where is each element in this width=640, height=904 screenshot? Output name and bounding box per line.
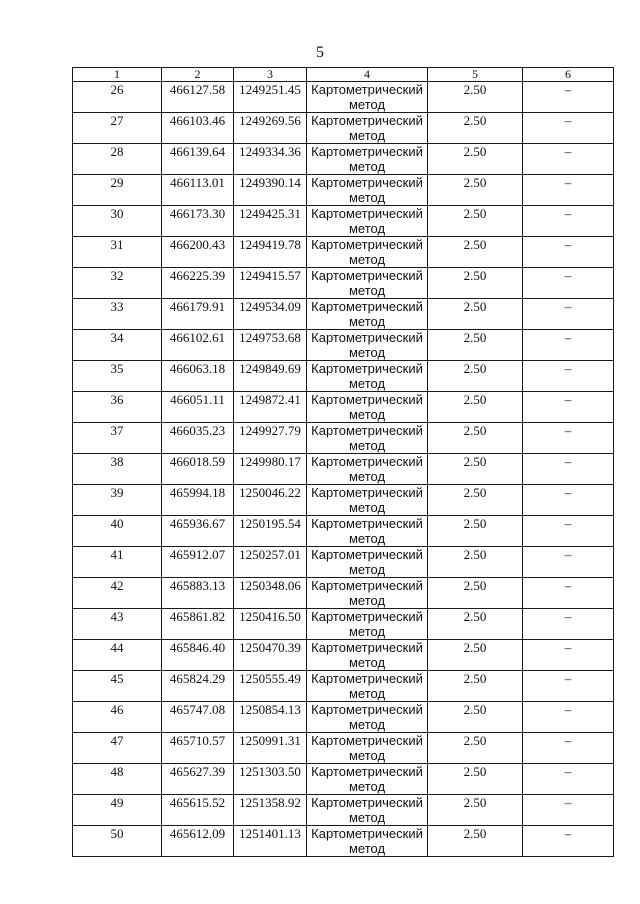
accuracy-cell: 2.50 [428,237,523,268]
dash-cell: – [523,578,614,609]
x-coordinate-cell: 465912.07 [162,547,234,578]
table-row [73,113,614,144]
y-coordinate-cell: 1249419.78 [234,237,307,268]
dash-cell: – [523,764,614,795]
column-header-6: 6 [523,68,614,82]
y-coordinate-cell: 1249849.69 [234,361,307,392]
point-number-cell: 43 [73,609,162,640]
point-number-cell: 31 [73,237,162,268]
x-coordinate-cell: 466018.59 [162,454,234,485]
point-number-cell: 28 [73,144,162,175]
accuracy-cell: 2.50 [428,609,523,640]
y-coordinate-cell: 1251303.50 [234,764,307,795]
point-number-cell: 48 [73,764,162,795]
x-coordinate-cell: 465627.39 [162,764,234,795]
x-coordinate-cell: 466139.64 [162,144,234,175]
table-row [73,578,614,609]
dash-cell: – [523,795,614,826]
table-row [73,671,614,702]
table-row [73,826,614,857]
dash-cell: – [523,113,614,144]
dash-cell: – [523,485,614,516]
y-coordinate-cell: 1250348.06 [234,578,307,609]
x-coordinate-cell: 466103.46 [162,113,234,144]
x-coordinate-cell: 466225.39 [162,268,234,299]
y-coordinate-cell: 1249980.17 [234,454,307,485]
method-cell: Картометрический метод [307,485,428,516]
column-header-3: 3 [234,68,307,82]
dash-cell: – [523,609,614,640]
table-row [73,609,614,640]
accuracy-cell: 2.50 [428,113,523,144]
y-coordinate-cell: 1250195.54 [234,516,307,547]
accuracy-cell: 2.50 [428,485,523,516]
y-coordinate-cell: 1249753.68 [234,330,307,361]
dash-cell: – [523,454,614,485]
point-number-cell: 42 [73,578,162,609]
coordinates-table [72,67,614,857]
accuracy-cell: 2.50 [428,206,523,237]
method-cell: Картометрический метод [307,640,428,671]
method-cell: Картометрический метод [307,361,428,392]
method-cell: Картометрический метод [307,144,428,175]
accuracy-cell: 2.50 [428,795,523,826]
dash-cell: – [523,268,614,299]
x-coordinate-cell: 466051.11 [162,392,234,423]
table-row [73,330,614,361]
x-coordinate-cell: 465824.29 [162,671,234,702]
x-coordinate-cell: 466035.23 [162,423,234,454]
point-number-cell: 34 [73,330,162,361]
table-row [73,547,614,578]
accuracy-cell: 2.50 [428,764,523,795]
y-coordinate-cell: 1249927.79 [234,423,307,454]
y-coordinate-cell: 1249334.36 [234,144,307,175]
table-row [73,237,614,268]
table-row [73,175,614,206]
accuracy-cell: 2.50 [428,299,523,330]
x-coordinate-cell: 466200.43 [162,237,234,268]
column-header-1: 1 [73,68,162,82]
dash-cell: – [523,175,614,206]
table-row [73,454,614,485]
method-cell: Картометрический метод [307,826,428,857]
accuracy-cell: 2.50 [428,547,523,578]
method-cell: Картометрический метод [307,392,428,423]
y-coordinate-cell: 1250470.39 [234,640,307,671]
method-cell: Картометрический метод [307,113,428,144]
y-coordinate-cell: 1249415.57 [234,268,307,299]
table-row [73,392,614,423]
table-row [73,702,614,733]
accuracy-cell: 2.50 [428,516,523,547]
method-cell: Картометрический метод [307,795,428,826]
method-cell: Картометрический метод [307,671,428,702]
table-row [73,268,614,299]
table-row [73,144,614,175]
point-number-cell: 27 [73,113,162,144]
dash-cell: – [523,330,614,361]
x-coordinate-cell: 465612.09 [162,826,234,857]
point-number-cell: 39 [73,485,162,516]
method-cell: Картометрический метод [307,547,428,578]
table-row [73,206,614,237]
accuracy-cell: 2.50 [428,144,523,175]
point-number-cell: 46 [73,702,162,733]
accuracy-cell: 2.50 [428,578,523,609]
accuracy-cell: 2.50 [428,330,523,361]
accuracy-cell: 2.50 [428,733,523,764]
x-coordinate-cell: 465846.40 [162,640,234,671]
y-coordinate-cell: 1249534.09 [234,299,307,330]
accuracy-cell: 2.50 [428,454,523,485]
dash-cell: – [523,82,614,113]
y-coordinate-cell: 1250416.50 [234,609,307,640]
x-coordinate-cell: 465861.82 [162,609,234,640]
table-header-row [73,68,614,82]
x-coordinate-cell: 465936.67 [162,516,234,547]
dash-cell: – [523,702,614,733]
dash-cell: – [523,516,614,547]
point-number-cell: 40 [73,516,162,547]
y-coordinate-cell: 1250854.13 [234,702,307,733]
table-row [73,764,614,795]
point-number-cell: 26 [73,82,162,113]
dash-cell: – [523,671,614,702]
point-number-cell: 36 [73,392,162,423]
column-header-4: 4 [307,68,428,82]
dash-cell: – [523,361,614,392]
method-cell: Картометрический метод [307,578,428,609]
x-coordinate-cell: 466113.01 [162,175,234,206]
point-number-cell: 37 [73,423,162,454]
accuracy-cell: 2.50 [428,702,523,733]
dash-cell: – [523,299,614,330]
dash-cell: – [523,206,614,237]
dash-cell: – [523,826,614,857]
method-cell: Картометрический метод [307,609,428,640]
x-coordinate-cell: 465710.57 [162,733,234,764]
dash-cell: – [523,547,614,578]
point-number-cell: 47 [73,733,162,764]
accuracy-cell: 2.50 [428,361,523,392]
method-cell: Картометрический метод [307,516,428,547]
method-cell: Картометрический метод [307,82,428,113]
page-number: 5 [316,44,324,61]
dash-cell: – [523,237,614,268]
column-header-2: 2 [162,68,234,82]
dash-cell: – [523,733,614,764]
y-coordinate-cell: 1251358.92 [234,795,307,826]
dash-cell: – [523,423,614,454]
table-row [73,423,614,454]
point-number-cell: 50 [73,826,162,857]
x-coordinate-cell: 465994.18 [162,485,234,516]
x-coordinate-cell: 465883.13 [162,578,234,609]
table-row [73,640,614,671]
point-number-cell: 38 [73,454,162,485]
accuracy-cell: 2.50 [428,392,523,423]
y-coordinate-cell: 1250257.01 [234,547,307,578]
method-cell: Картометрический метод [307,454,428,485]
method-cell: Картометрический метод [307,299,428,330]
point-number-cell: 32 [73,268,162,299]
x-coordinate-cell: 466173.30 [162,206,234,237]
x-coordinate-cell: 466127.58 [162,82,234,113]
point-number-cell: 35 [73,361,162,392]
table-row [73,795,614,826]
x-coordinate-cell: 466063.18 [162,361,234,392]
y-coordinate-cell: 1250555.49 [234,671,307,702]
table-row [73,485,614,516]
point-number-cell: 33 [73,299,162,330]
point-number-cell: 30 [73,206,162,237]
y-coordinate-cell: 1250046.22 [234,485,307,516]
method-cell: Картометрический метод [307,764,428,795]
table-row [73,516,614,547]
table-row [73,733,614,764]
method-cell: Картометрический метод [307,702,428,733]
table-row [73,361,614,392]
accuracy-cell: 2.50 [428,268,523,299]
y-coordinate-cell: 1249390.14 [234,175,307,206]
point-number-cell: 44 [73,640,162,671]
dash-cell: – [523,640,614,671]
method-cell: Картометрический метод [307,237,428,268]
method-cell: Картометрический метод [307,733,428,764]
table-row [73,299,614,330]
dash-cell: – [523,392,614,423]
x-coordinate-cell: 465615.52 [162,795,234,826]
point-number-cell: 29 [73,175,162,206]
y-coordinate-cell: 1251401.13 [234,826,307,857]
method-cell: Картометрический метод [307,175,428,206]
point-number-cell: 49 [73,795,162,826]
point-number-cell: 41 [73,547,162,578]
accuracy-cell: 2.50 [428,640,523,671]
accuracy-cell: 2.50 [428,423,523,454]
accuracy-cell: 2.50 [428,175,523,206]
accuracy-cell: 2.50 [428,826,523,857]
y-coordinate-cell: 1249425.31 [234,206,307,237]
y-coordinate-cell: 1250991.31 [234,733,307,764]
y-coordinate-cell: 1249269.56 [234,113,307,144]
column-header-5: 5 [428,68,523,82]
y-coordinate-cell: 1249251.45 [234,82,307,113]
point-number-cell: 45 [73,671,162,702]
x-coordinate-cell: 466179.91 [162,299,234,330]
x-coordinate-cell: 465747.08 [162,702,234,733]
table-row [73,82,614,113]
accuracy-cell: 2.50 [428,671,523,702]
y-coordinate-cell: 1249872.41 [234,392,307,423]
x-coordinate-cell: 466102.61 [162,330,234,361]
method-cell: Картометрический метод [307,268,428,299]
method-cell: Картометрический метод [307,423,428,454]
dash-cell: – [523,144,614,175]
method-cell: Картометрический метод [307,206,428,237]
accuracy-cell: 2.50 [428,82,523,113]
method-cell: Картометрический метод [307,330,428,361]
